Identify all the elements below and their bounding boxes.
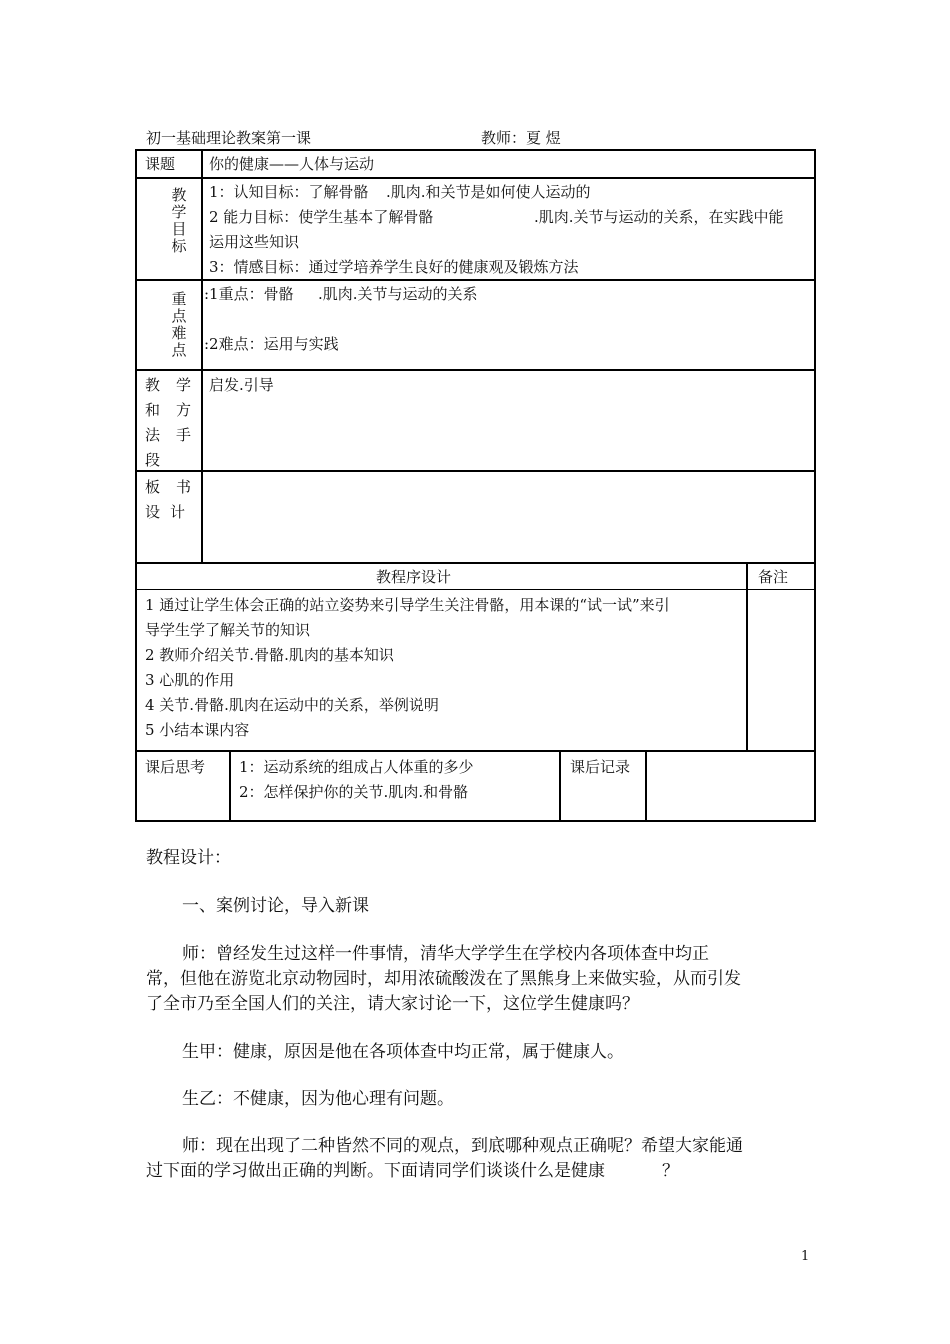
goal-3: 3：情感目标：通过学培养学生良好的健康观及锻炼方法 (209, 258, 579, 276)
method-label-r3a: 法 (145, 426, 161, 444)
page-number: 1 (801, 1249, 810, 1264)
goal-1a: 1：认知目标：了解骨骼 (209, 183, 369, 201)
method-label-r2a: 和 (145, 401, 161, 419)
method-label-r4a: 段 (145, 451, 161, 469)
board-label-r1a: 板 (145, 478, 161, 496)
method-label-r3b: 手 (176, 426, 192, 444)
process-item: 导学生学了解关节的知识 (145, 621, 311, 639)
after-class-label: 课后思考 (145, 758, 206, 776)
notes-header: 备注 (758, 568, 789, 586)
paragraph-student-a: 生甲：健康，原因是他在各项体查中均正常，属于健康人。 (182, 1042, 624, 1062)
topic-label: 课题 (145, 155, 176, 173)
goal-2c: 运用这些知识 (209, 233, 300, 251)
paragraph-teacher-1: 了全市乃至全国人们的关注，请大家讨论一下，这位学生健康吗？ (146, 994, 639, 1014)
process-header: 教程序设计 (376, 568, 452, 586)
process-item: 1 通过让学生体会正确的站立姿势来引导学生关注骨骼，用本课的“试一试”来引 (145, 596, 670, 614)
board-label-r2b: 计 (170, 503, 186, 521)
key-point-2: :2难点：运用与实践 (204, 335, 339, 353)
board-label-r2a: 设 (145, 503, 161, 521)
goal-2b: .肌肉.关节与运动的关系，在实践中能 (534, 208, 784, 226)
process-item: 2 教师介绍关节.骨骼.肌肉的基本知识 (145, 646, 394, 664)
paragraph-student-b: 生乙：不健康，因为他心理有问题。 (182, 1089, 454, 1109)
doc-header-teacher: 教师：夏 煜 (481, 129, 561, 147)
paragraph-teacher-2: 过下面的学习做出正确的判断。下面请同学们谈谈什么是健康 (146, 1161, 605, 1181)
method-label-r1b: 学 (176, 376, 192, 394)
process-item: 3 心肌的作用 (145, 671, 235, 689)
paragraph-teacher-2: ？ (662, 1161, 679, 1181)
board-label-r1b: 书 (176, 478, 192, 496)
doc-header-left: 初一基础理论教案第一课 (146, 129, 312, 147)
method-label-r2b: 方 (176, 401, 192, 419)
paragraph-teacher-1: 常，但他在游览北京动物园时，却用浓硫酸泼在了黑熊身上来做实验，从而引发 (146, 969, 741, 989)
record-label: 课后记录 (570, 758, 631, 776)
key-points-label: 重点难点 (171, 290, 187, 359)
paragraph-teacher-2: 师：现在出现了二种皆然不同的观点，到底哪种观点正确呢？希望大家能通 (182, 1136, 743, 1156)
after-class-item: 2：怎样保护你的关节.肌肉.和骨骼 (239, 783, 469, 801)
method-value: 启发.引导 (209, 376, 274, 394)
paragraph-teacher-1: 师：曾经发生过这样一件事情，清华大学学生在学校内各项体查中均正 (182, 944, 709, 964)
goal-2a: 2 能力目标：使学生基本了解骨骼 (209, 208, 434, 226)
key-point-1a: :1重点：骨骼 (204, 285, 294, 303)
section-title: 教程设计： (146, 848, 231, 868)
goal-1b: .肌肉.和关节是如何使人运动的 (386, 183, 591, 201)
method-label-r1a: 教 (145, 376, 161, 394)
topic-value: 你的健康——人体与运动 (209, 155, 375, 173)
goals-label: 教学目标 (171, 186, 187, 255)
key-point-1b: .肌肉.关节与运动的关系 (318, 285, 478, 303)
process-item: 5 小结本课内容 (145, 721, 250, 739)
heading-case-discussion: 一、案例讨论，导入新课 (182, 896, 369, 916)
after-class-item: 1：运动系统的组成占人体重的多少 (239, 758, 474, 776)
process-item: 4 关节.骨骼.肌肉在运动中的关系，举例说明 (145, 696, 439, 714)
